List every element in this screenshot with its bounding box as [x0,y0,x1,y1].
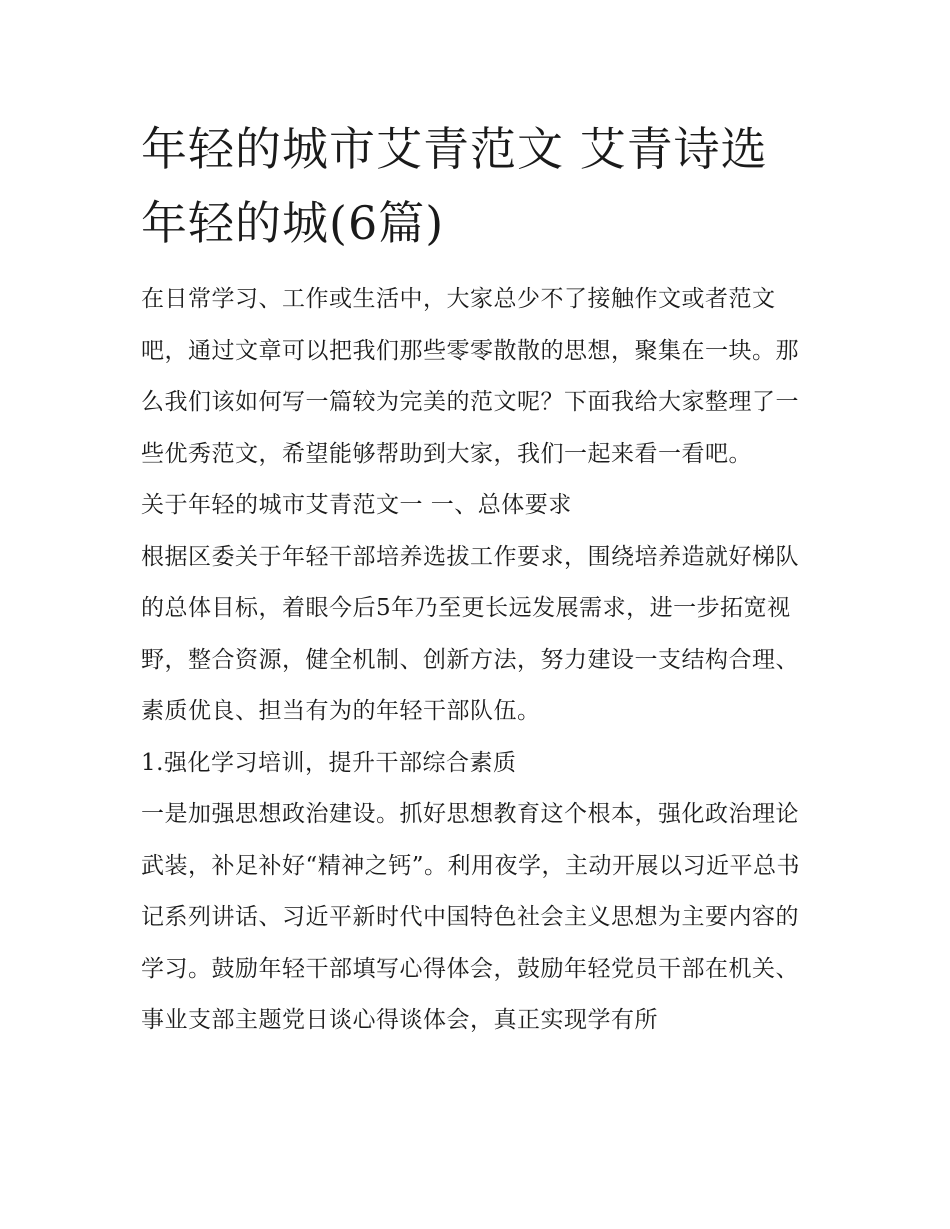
document-body [141,274,821,1047]
title-line-1: 年轻的城市艾青范文 艾青诗选 [141,122,768,176]
intro-paragraph: 在日常学习、工作或生活中，大家总少不了接触作文或者范文吧，通过文章可以把我们那些零零散散的思想，聚集在一块。那么我们该如何写一篇较为完美的范文呢？下面我给大家整理了一些优秀范文，希望能够帮助到大家，我们一起来看一看吧。 [141,286,799,467]
document-title [141,112,821,260]
subsection-heading-training: 1.强化学习培训，提升干部综合素质 [141,749,517,776]
general-requirements-paragraph: 根据区委关于年轻干部培养选拔工作要求，围绕培养造就好梯队的总体目标，着眼今后5年乃至更长远发展需求，进一步拓宽视野，整合资源，健全机制、创新方法，努力建设一支结构合理、素质优良、担当有为的年轻干部队伍。 [141,543,799,724]
document-page [141,112,821,1047]
section-heading-general-requirements: 关于年轻的城市艾青范文一 一、总体要求 [141,492,572,518]
training-paragraph: 一是加强思想政治建设。抓好思想教育这个根本，强化政治理论武装，补足补好“精神之钙”。利用夜学，主动开展以习近平总书记系列讲话、习近平新时代中国特色社会主义思想为主要内容的学习。鼓励年轻干部填写心得体会，鼓励年轻党员干部在机关、事业支部主题党日谈心得谈体会，真正实现学有所 [141,801,801,1033]
title-line-2: 年轻的城(6篇) [141,196,445,250]
